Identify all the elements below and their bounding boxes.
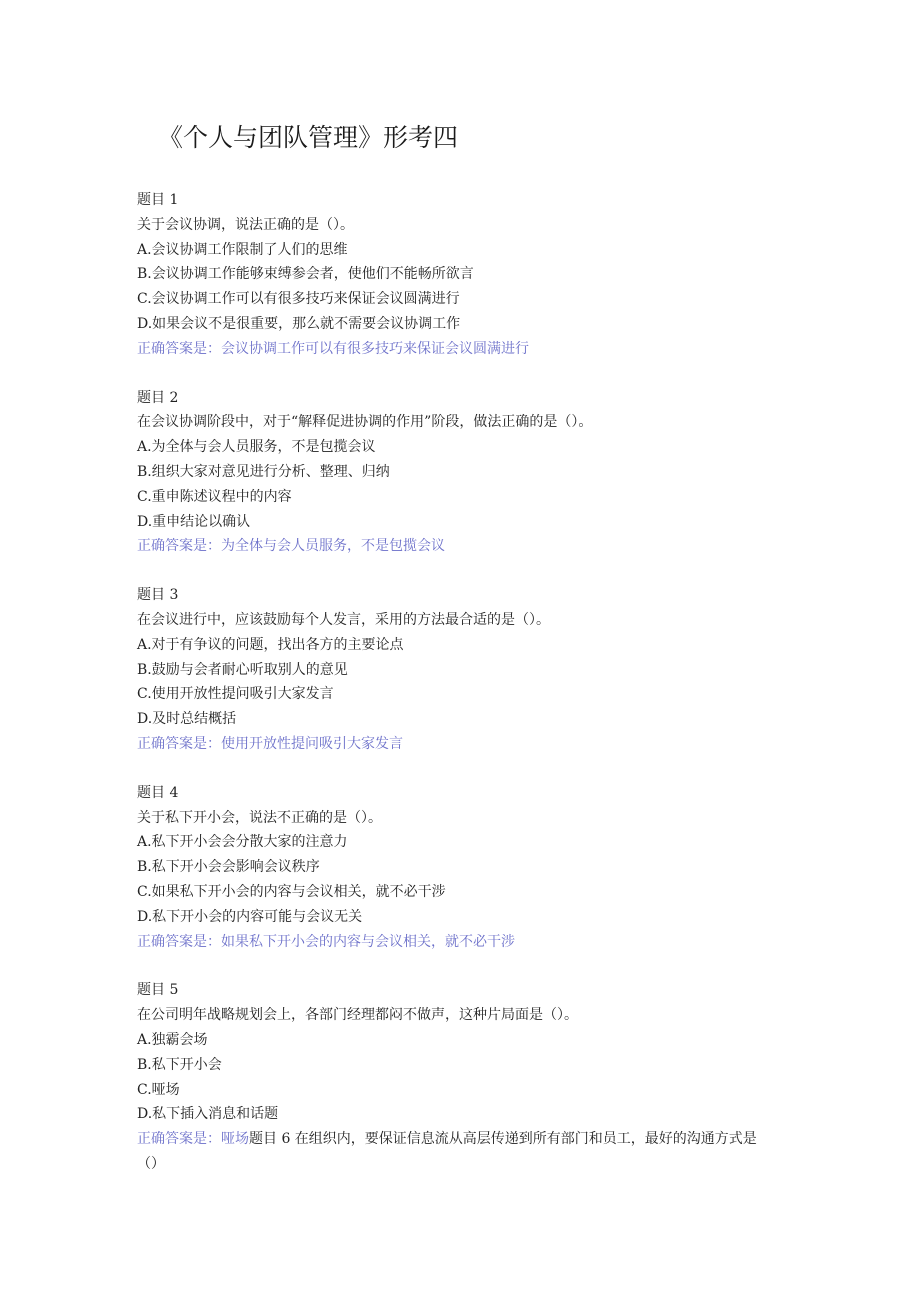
option-a: A.私下开小会会分散大家的注意力 (137, 834, 348, 851)
option-b: B.组织大家对意见进行分析、整理、归纳 (137, 463, 390, 480)
question-number: 题目 5 (137, 982, 179, 999)
question-number: 题目 4 (137, 784, 179, 801)
question-stem: 在公司明年战略规划会上，各部门经理都闷不做声，这种片局面是（）。 (137, 1007, 578, 1024)
question-1 (137, 188, 787, 362)
question-stem: 关于私下开小会，说法不正确的是（）。 (137, 809, 382, 826)
option-b: B.会议协调工作能够束缚参会者，使他们不能畅所欲言 (137, 266, 474, 283)
question-stem: 关于会议协调，说法正确的是（）。 (137, 216, 354, 233)
option-c: C.如果私下开小会的内容与会议相关，就不必干涉 (137, 883, 446, 900)
question-number: 题目 1 (137, 192, 179, 208)
option-d: D.私下插入消息和话题 (137, 1106, 279, 1123)
next-question-stem: 题目 6 在组织内，要保证信息流从高层传递到所有部门和员工，最好的沟通方式是（） (137, 1131, 757, 1172)
correct-answer: 正确答案是：如果私下开小会的内容与会议相关，就不必干涉 (137, 933, 515, 950)
option-d: D.私下开小会的内容可能与会议无关 (137, 908, 363, 925)
option-c: C.使用开放性提问吸引大家发言 (137, 686, 334, 703)
option-c: C.哑场 (137, 1081, 180, 1098)
option-c: C.会议协调工作可以有很多技巧来保证会议圆满进行 (137, 291, 460, 308)
question-list (137, 188, 787, 1177)
correct-answer: 正确答案是：为全体与会人员服务，不是包揽会议 (137, 538, 445, 555)
option-a: A.对于有争议的问题，找出各方的主要论点 (137, 636, 404, 653)
question-4 (137, 781, 787, 955)
question-5 (137, 978, 787, 1176)
question-3 (137, 583, 787, 757)
question-2 (137, 386, 787, 560)
option-b: B.私下开小会 (137, 1056, 222, 1073)
option-d: D.及时总结概括 (137, 711, 237, 728)
question-stem: 在会议协调阶段中，对于“解释促进协调的作用”阶段，做法正确的是（）。 (137, 414, 593, 431)
question-number: 题目 2 (137, 389, 179, 406)
option-b: B.私下开小会会影响会议秩序 (137, 859, 320, 876)
option-a: A.为全体与会人员服务，不是包揽会议 (137, 439, 376, 456)
option-a: A.独霸会场 (137, 1031, 208, 1048)
question-stem: 在会议进行中，应该鼓励每个人发言，采用的方法最合适的是（）。 (137, 611, 550, 628)
correct-answer: 正确答案是：使用开放性提问吸引大家发言 (137, 735, 403, 752)
question-number: 题目 3 (137, 587, 179, 604)
answer-and-next-question (137, 1127, 777, 1177)
option-c: C.重申陈述议程中的内容 (137, 488, 292, 505)
correct-answer: 正确答案是：哑场 (137, 1131, 249, 1148)
document-title: 《个人与团队管理》形考四 (158, 123, 459, 152)
correct-answer: 正确答案是：会议协调工作可以有很多技巧来保证会议圆满进行 (137, 340, 529, 357)
option-d: D.如果会议不是很重要，那么就不需要会议协调工作 (137, 315, 461, 332)
option-a: A.会议协调工作限制了人们的思维 (137, 241, 348, 258)
option-b: B.鼓励与会者耐心听取别人的意见 (137, 661, 348, 678)
option-d: D.重申结论以确认 (137, 513, 251, 530)
